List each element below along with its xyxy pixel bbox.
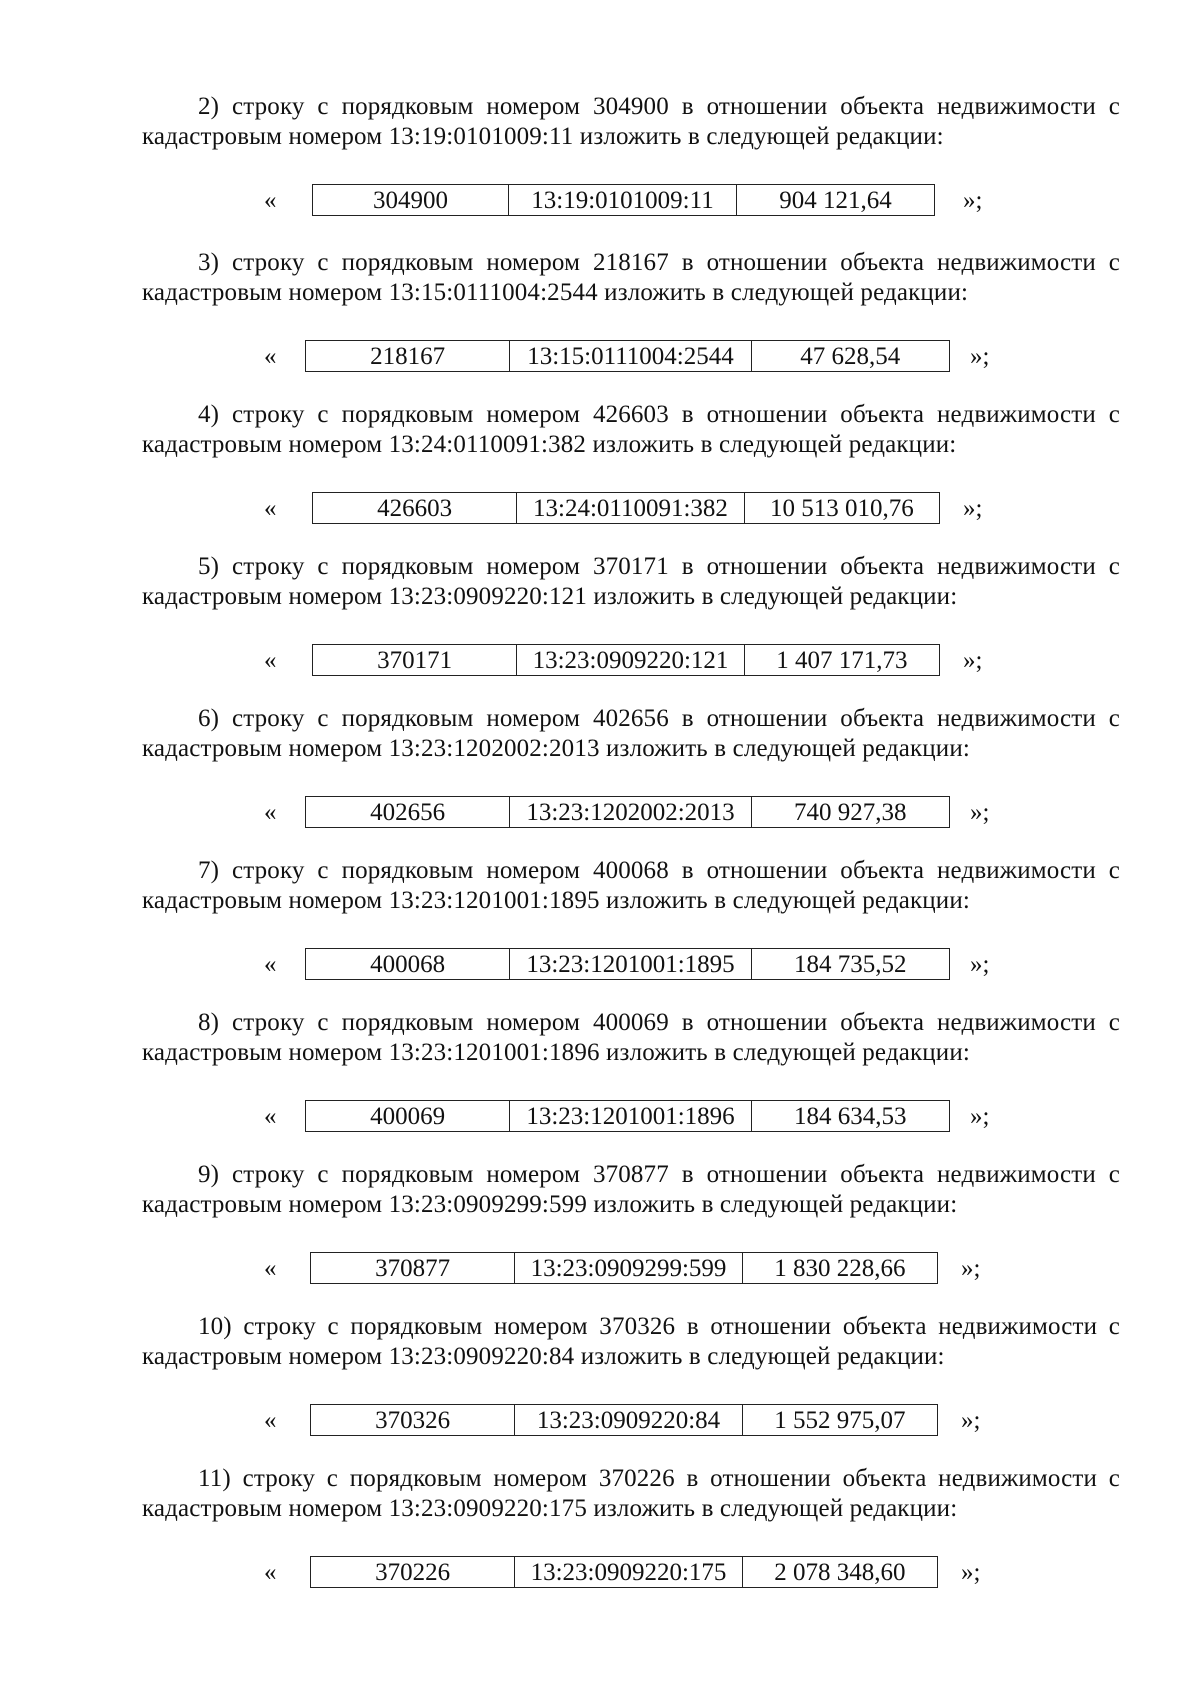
open-quote: « [264, 647, 277, 674]
row-number-cell: 370877 [375, 1255, 451, 1282]
close-quote: »; [963, 187, 983, 214]
table-row [312, 492, 940, 524]
amendment-text-line-2: кадастровым номером 13:19:0101009:11 изложить в следующей редакции: [142, 123, 944, 150]
cadastral-number-cell: 13:24:0110091:382 [516, 493, 743, 523]
amendment-text-line-2: кадастровым номером 13:23:0909220:175 изложить в следующей редакции: [142, 1495, 958, 1522]
amendment-text-line-1: 9) строку с порядковым номером 370877 в отношении объекта недвижимости с [198, 1161, 1120, 1188]
value-cell: 904 121,64 [736, 185, 934, 215]
amendment-text-line-2: кадастровым номером 13:23:1201001:1896 изложить в следующей редакции: [142, 1039, 970, 1066]
open-quote: « [264, 1255, 277, 1282]
amendment-item [142, 704, 1120, 764]
amendment-text-line-2: кадастровым номером 13:23:0909299:599 изложить в следующей редакции: [142, 1191, 958, 1218]
row-number-cell: 370226 [375, 1559, 451, 1586]
amendment-item [142, 1160, 1120, 1220]
amendment-text-line-2: кадастровым номером 13:15:0111004:2544 изложить в следующей редакции: [142, 279, 969, 306]
amendment-text [142, 856, 1120, 916]
table-row [305, 796, 950, 828]
cadastral-number-cell: 13:23:1202002:2013 [509, 797, 750, 827]
amendment-text-line-2: кадастровым номером 13:24:0110091:382 изложить в следующей редакции: [142, 431, 957, 458]
amendment-text-line-1: 4) строку с порядковым номером 426603 в отношении объекта недвижимости с [198, 401, 1120, 428]
table-row [312, 184, 935, 216]
value-cell: 1 830 228,66 [742, 1253, 937, 1283]
value-cell: 1 407 171,73 [744, 645, 939, 675]
row-number-cell: 304900 [373, 187, 448, 214]
amendment-item [142, 1008, 1120, 1068]
close-quote: »; [963, 647, 983, 674]
amendment-text-line-1: 6) строку с порядковым номером 402656 в отношении объекта недвижимости с [198, 705, 1120, 732]
amendment-text-line-1: 3) строку с порядковым номером 218167 в отношении объекта недвижимости с [198, 249, 1120, 276]
value-cell: 1 552 975,07 [742, 1405, 937, 1435]
open-quote: « [264, 343, 277, 370]
amendment-text-line-2: кадастровым номером 13:23:1202002:2013 изложить в следующей редакции: [142, 735, 970, 762]
cadastral-number-cell: 13:19:0101009:11 [508, 185, 736, 215]
amendment-text-line-1: 10) строку с порядковым номером 370326 в отношении объекта недвижимости с [198, 1313, 1120, 1340]
value-cell: 47 628,54 [751, 341, 949, 371]
open-quote: « [264, 951, 277, 978]
amendment-item [142, 92, 1120, 152]
amendment-text [142, 704, 1120, 764]
amendment-text-line-1: 8) строку с порядковым номером 400069 в отношении объекта недвижимости с [198, 1009, 1120, 1036]
table-row [312, 644, 940, 676]
amendment-item [142, 1464, 1120, 1524]
amendment-text-line-1: 2) строку с порядковым номером 304900 в отношении объекта недвижимости с [198, 93, 1120, 120]
cadastral-number-cell: 13:23:0909220:121 [516, 645, 743, 675]
table-row [305, 1100, 950, 1132]
cadastral-number-cell: 13:23:0909220:84 [514, 1405, 741, 1435]
amendment-text-line-2: кадастровым номером 13:23:0909220:84 изложить в следующей редакции: [142, 1343, 945, 1370]
row-number-cell: 370171 [377, 647, 453, 674]
table-row [310, 1556, 938, 1588]
open-quote: « [264, 799, 277, 826]
open-quote: « [264, 1407, 277, 1434]
amendment-text-line-2: кадастровым номером 13:23:1201001:1895 изложить в следующей редакции: [142, 887, 970, 914]
close-quote: »; [970, 1103, 990, 1130]
close-quote: »; [970, 799, 990, 826]
amendment-item [142, 552, 1120, 612]
row-number-cell: 426603 [377, 495, 453, 522]
amendment-text-line-1: 5) строку с порядковым номером 370171 в отношении объекта недвижимости с [198, 553, 1120, 580]
cadastral-number-cell: 13:23:0909299:599 [514, 1253, 741, 1283]
amendment-text-line-1: 7) строку с порядковым номером 400068 в отношении объекта недвижимости с [198, 857, 1120, 884]
amendment-text [142, 1008, 1120, 1068]
cadastral-number-cell: 13:23:1201001:1895 [509, 949, 750, 979]
amendment-item [142, 1312, 1120, 1372]
table-row [310, 1252, 938, 1284]
close-quote: »; [961, 1407, 981, 1434]
amendment-text-line-2: кадастровым номером 13:23:0909220:121 изложить в следующей редакции: [142, 583, 958, 610]
table-row [305, 948, 950, 980]
row-number-cell: 400068 [370, 951, 446, 978]
amendment-text [142, 1464, 1120, 1524]
amendment-text [142, 92, 1120, 152]
open-quote: « [264, 495, 277, 522]
open-quote: « [264, 1103, 277, 1130]
table-row [305, 340, 950, 372]
amendment-text-line-1: 11) строку с порядковым номером 370226 в отношении объекта недвижимости с [198, 1465, 1120, 1492]
value-cell: 740 927,38 [751, 797, 949, 827]
value-cell: 184 735,52 [751, 949, 949, 979]
cadastral-number-cell: 13:15:0111004:2544 [509, 341, 750, 371]
amendment-item [142, 400, 1120, 460]
amendment-item [142, 248, 1120, 308]
row-number-cell: 218167 [370, 343, 446, 370]
row-number-cell: 402656 [370, 799, 446, 826]
value-cell: 2 078 348,60 [742, 1557, 937, 1587]
cadastral-number-cell: 13:23:1201001:1896 [509, 1101, 750, 1131]
amendment-text [142, 248, 1120, 308]
value-cell: 184 634,53 [751, 1101, 949, 1131]
amendment-text [142, 552, 1120, 612]
close-quote: »; [970, 951, 990, 978]
cadastral-number-cell: 13:23:0909220:175 [514, 1557, 741, 1587]
close-quote: »; [961, 1255, 981, 1282]
amendment-item [142, 856, 1120, 916]
close-quote: »; [961, 1559, 981, 1586]
table-row [310, 1404, 938, 1436]
open-quote: « [264, 1559, 277, 1586]
close-quote: »; [963, 495, 983, 522]
close-quote: »; [970, 343, 990, 370]
amendment-text [142, 1160, 1120, 1220]
amendment-text [142, 1312, 1120, 1372]
open-quote: « [264, 187, 277, 214]
amendment-text [142, 400, 1120, 460]
value-cell: 10 513 010,76 [744, 493, 939, 523]
row-number-cell: 400069 [370, 1103, 446, 1130]
row-number-cell: 370326 [375, 1407, 451, 1434]
